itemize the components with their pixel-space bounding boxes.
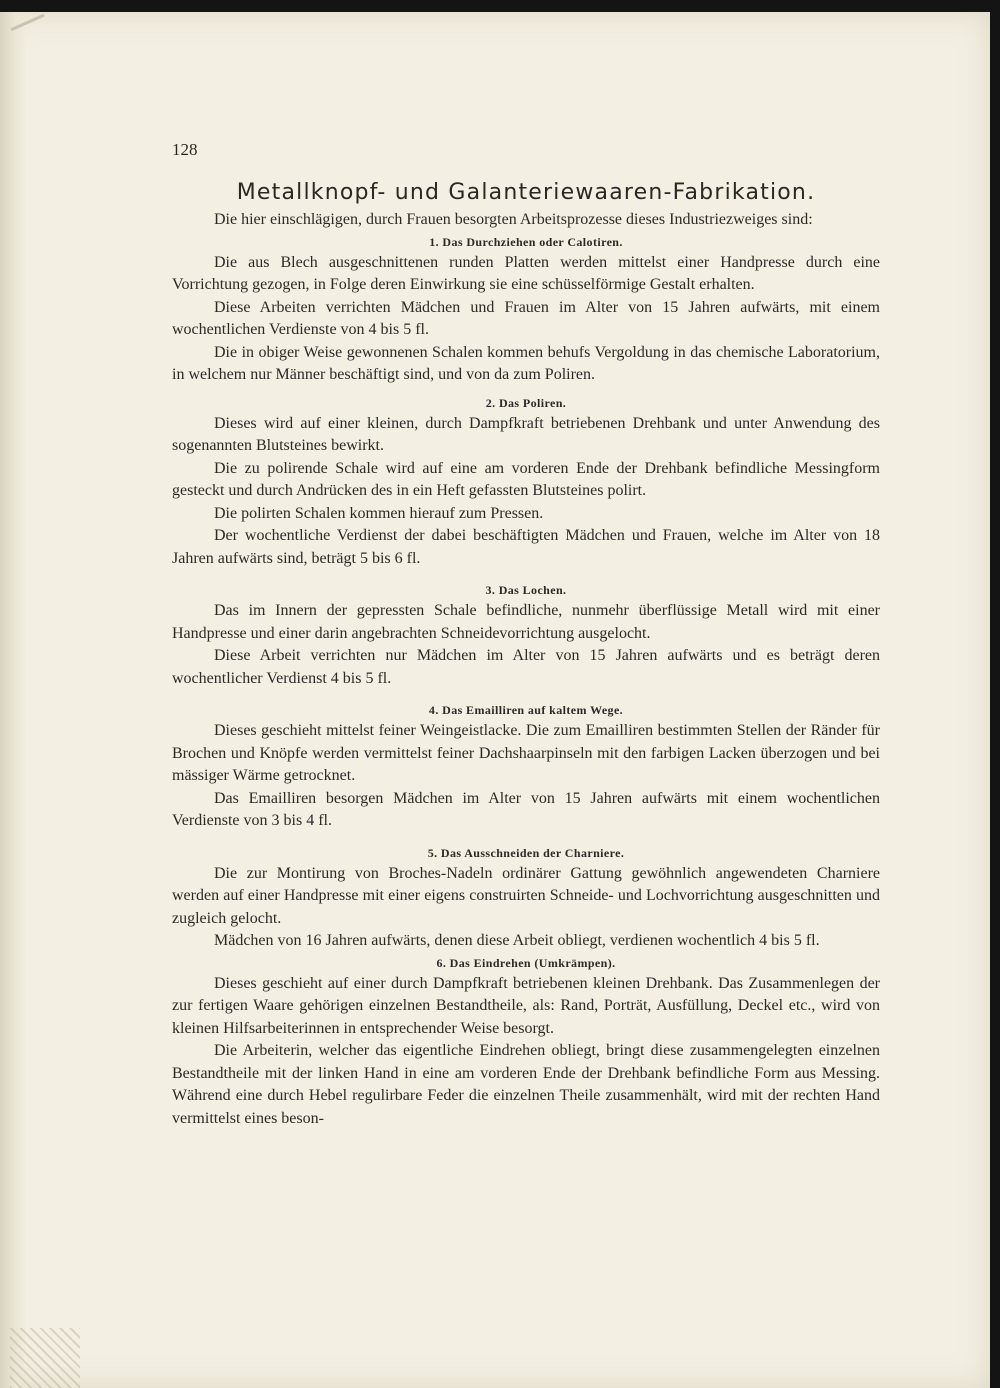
paragraph: Die aus Blech ausgeschnittenen runden Platten werden mittelst einer Handpresse durch eine Vorrichtung gezogen, in Folge deren Einwirkung sie eine schüsselförmige Gestalt erhalten. [172,253,880,293]
section-heading-lochen: 3. Das Lochen. [485,583,567,597]
text-block [172,140,880,1130]
paragraph: Dieses wird auf einer kleinen, durch Dampfkraft betriebenen Drehbank und unter Anwendung des sogenannten Blutsteines bewirkt. [172,414,880,454]
section-heading-charniere: 5. Das Ausschneiden der Charniere. [427,845,625,860]
document-page [0,12,990,1388]
paragraph: Diese Arbeiten verrichten Mädchen und Frauen im Alter von 15 Jahren aufwärts, mit einem wochentlichen Verdienste von 4 bis 5 fl. [172,298,880,338]
page-wear-mark [10,1328,80,1388]
paragraph: Diese Arbeit verrichten nur Mädchen im Alter von 15 Jahren aufwärts und es beträgt deren wochentlicher Verdienst 4 bis 5 fl. [172,647,880,687]
paragraph: Das Emailliren besorgen Mädchen im Alter von 15 Jahren aufwärts mit einem wochentlichen Verdienste von 3 bis 4 fl. [172,789,880,829]
chapter-title: Metallknopf- und Galanteriewaaren-Fabrikation. [236,180,816,205]
paragraph: Dieses geschieht mittelst feiner Weingeistlacke. Die zum Emailliren bestimmten Stellen der Ränder für Brochen und Knöpfe werden vermittelst feiner Dachshaarpinseln mit den farbigen Lacken überzogen und bei mässiger Wärme getrocknet. [172,722,880,784]
paragraph: Das im Innern der gepressten Schale befindliche, nunmehr überflüssige Metall wird mit einer Handpresse und einer darin angebrachten Schneidevorrichtung ausgelocht. [172,602,880,642]
paragraph: Die zu polirende Schale wird auf eine am vorderen Ende der Drehbank befindliche Messingform gesteckt und durch Andrücken des in ein Heft gefassten Blutsteines polirt. [172,459,880,499]
page-number: 128 [172,140,198,159]
paragraph: Die in obiger Weise gewonnenen Schalen kommen behufs Vergoldung in das chemische Laboratorium, in welchem nur Männer beschäftigt sind, und von da zum Poliren. [172,343,880,383]
paragraph: Die zur Montirung von Broches-Nadeln ordinärer Gattung gewöhnlich angewendeten Charniere werden auf einer Handpresse mit einer eigens construirten Schneide- und Lochvorrichtung ausgeschnitten und zugleich gelocht. [172,864,880,927]
paragraph: Die polirten Schalen kommen hierauf zum Pressen. [214,504,544,522]
section-heading-durchziehen: 1. Das Durchziehen oder Calotiren. [429,234,623,249]
page-spine [0,12,26,1388]
paragraph: Der wochentliche Verdienst der dabei beschäftigten Mädchen und Frauen, welche im Alter von 18 Jahren aufwärts sind, beträgt 5 bis 6 fl. [172,527,880,567]
section-heading-poliren: 2. Das Poliren. [485,395,567,410]
section-heading-emailliren: 4. Das Emailliren auf kaltem Wege. [428,703,624,717]
paragraph: Dieses geschieht auf einer durch Dampfkraft betriebenen kleinen Drehbank. Das Zusammenlegen der zur fertigen Waare gehörigen einzelnen Bestandtheile, als: Rand, Porträt, Ausfüllung, Deckel etc., wird von kleinen Hilfsarbeiterinnen in entsprechender Weise besorgt. [172,974,880,1037]
paragraph: Die Arbeiterin, welcher das eigentliche Eindrehen obliegt, bringt diese zusammengelegten einzelnen Bestandtheile mit der linken Hand in eine am vorderen Ende der Drehbank befindliche Form aus Messing. Während eine durch Hebel regulirbare Feder die einzelnen Theile zusammenhält, wird mit der rechten Hand vermittelst eines beson- [172,1042,880,1127]
intro-paragraph: Die hier einschlägigen, durch Frauen besorgten Arbeitsprozesse dieses Industriezweiges sind: [214,211,813,228]
paragraph: Mädchen von 16 Jahren aufwärts, denen diese Arbeit obliegt, verdienen wochentlich 4 bis 5 fl. [214,932,820,949]
section-heading-eindrehen: 6. Das Eindrehen (Umkrämpen). [436,955,616,970]
